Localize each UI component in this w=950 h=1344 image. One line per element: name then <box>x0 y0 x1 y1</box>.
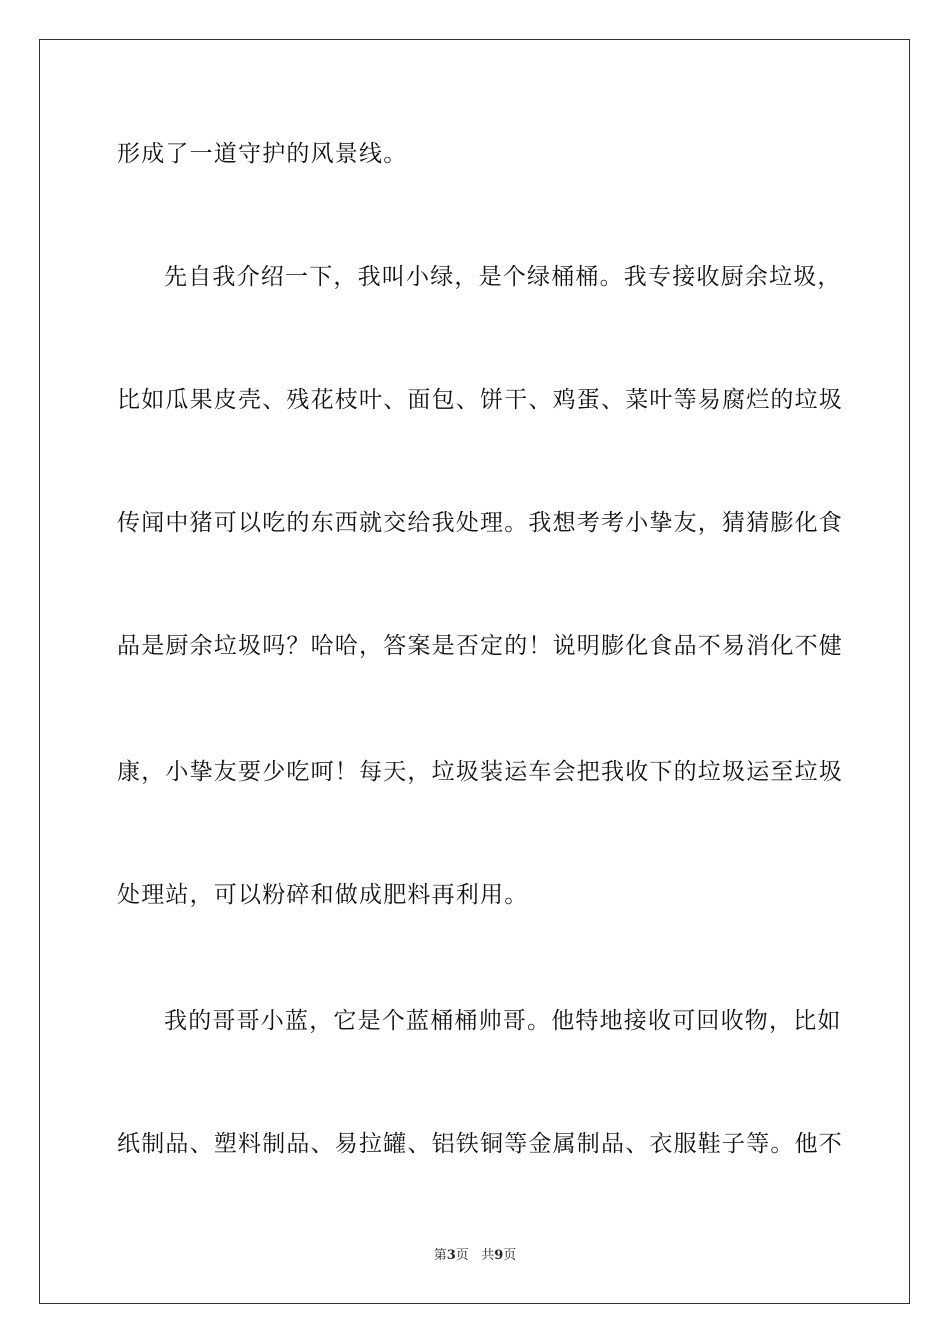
total-suffix: 页 <box>503 1248 517 1263</box>
text-line-1: 形成了一道守护的风景线。 <box>117 141 408 167</box>
text-line-2: 先自我介绍一下，我叫小绿，是个绿桶桶。我专接收厨余垃圾， <box>164 264 842 290</box>
text-line-8: 我的哥哥小蓝，它是个蓝桶桶帅哥。他特地接收可回收物，比如 <box>164 1008 842 1034</box>
text-line-4: 传闻中猪可以吃的东西就交给我处理。我想考考小挚友，猜猜膨化食 <box>117 510 843 536</box>
text-line-6: 康，小挚友要少吃呵！每天，垃圾装运车会把我收下的垃圾运至垃圾 <box>117 759 843 785</box>
page-footer <box>0 1247 950 1265</box>
page-suffix: 页 <box>455 1248 469 1263</box>
page-total: 9 <box>494 1248 504 1263</box>
text-line-3: 比如瓜果皮壳、残花枝叶、面包、饼干、鸡蛋、菜叶等易腐烂的垃圾 <box>117 387 843 413</box>
text-line-9: 纸制品、塑料制品、易拉罐、铝铁铜等金属制品、衣服鞋子等。他不 <box>117 1131 843 1157</box>
page-prefix: 第 <box>433 1248 447 1263</box>
text-line-5: 品是厨余垃圾吗？哈哈，答案是否定的！说明膨化食品不易消化不健 <box>117 633 843 659</box>
page-border <box>39 39 910 1304</box>
text-line-7: 处理站，可以粉碎和做成肥料再利用。 <box>117 882 529 908</box>
page-current: 3 <box>446 1248 456 1263</box>
total-prefix: 共 <box>481 1248 495 1263</box>
